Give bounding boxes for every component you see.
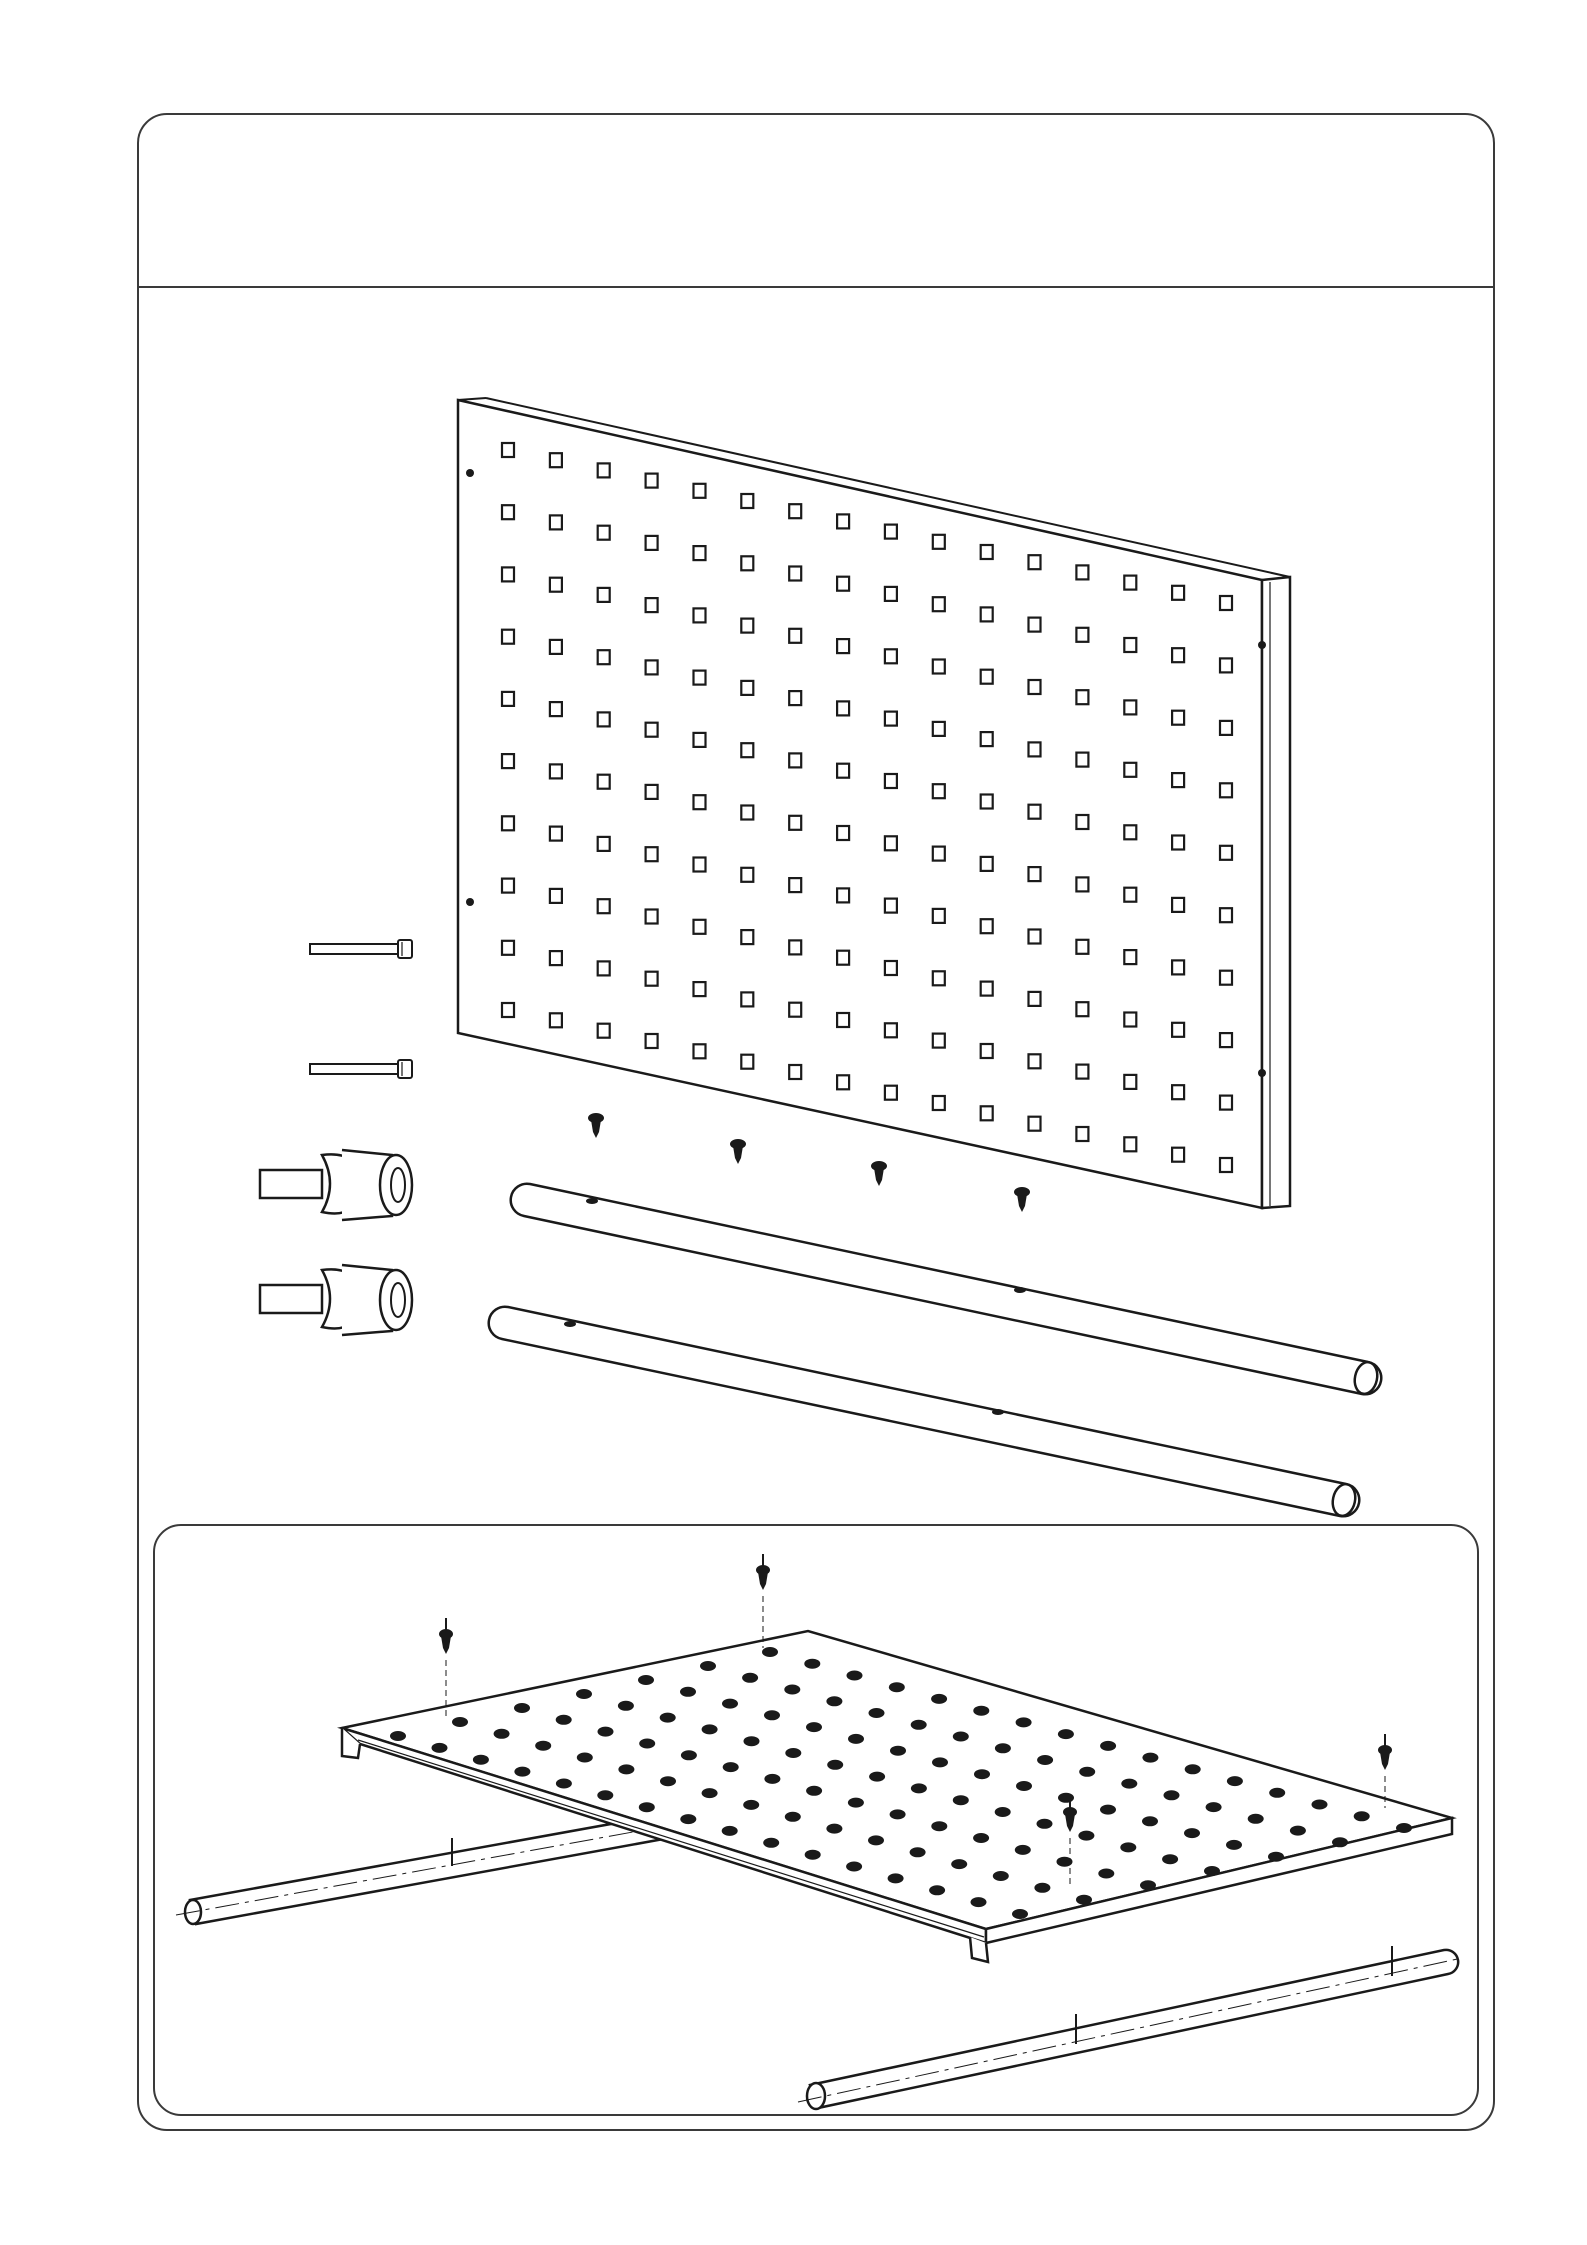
- shelf-hole: [494, 1729, 510, 1739]
- shelf-hole: [868, 1835, 884, 1845]
- shelf-hole: [577, 1753, 593, 1763]
- shelf-hole: [598, 1727, 614, 1737]
- shelf-hole: [1140, 1880, 1156, 1890]
- shelf-hole: [680, 1687, 696, 1697]
- shelf-hole: [890, 1746, 906, 1756]
- shelf-hole: [1034, 1883, 1050, 1893]
- shelf-hole: [806, 1722, 822, 1732]
- shelf-hole: [848, 1798, 864, 1808]
- detail-rod-right: [798, 1946, 1462, 2109]
- shelf-hole: [890, 1809, 906, 1819]
- shelf-hole: [1120, 1842, 1136, 1852]
- shelf: [342, 1631, 1452, 1962]
- shelf-hole: [1269, 1788, 1285, 1798]
- shelf-hole: [847, 1671, 863, 1681]
- shelf-hole: [702, 1724, 718, 1734]
- shelf-hole: [806, 1786, 822, 1796]
- shelf-hole: [973, 1706, 989, 1716]
- shelf-hole: [1016, 1717, 1032, 1727]
- shelf-hole: [1058, 1729, 1074, 1739]
- shelf-hole: [784, 1685, 800, 1695]
- shelf-hole: [432, 1743, 448, 1753]
- shelf-hole: [910, 1847, 926, 1857]
- shelf-hole: [1058, 1793, 1074, 1803]
- shelf-hole: [1142, 1753, 1158, 1763]
- shelf-hole: [932, 1757, 948, 1767]
- shelf-hole: [556, 1715, 572, 1725]
- shelf-hole: [473, 1755, 489, 1765]
- shelf-hole: [722, 1826, 738, 1836]
- shelf-hole: [973, 1833, 989, 1843]
- shelf-hole: [1226, 1840, 1242, 1850]
- shelf-hole: [1100, 1805, 1116, 1815]
- shelf-hole: [1227, 1776, 1243, 1786]
- shelf-hole: [995, 1743, 1011, 1753]
- shelf-hole: [1396, 1823, 1412, 1833]
- shelf-hole: [1268, 1852, 1284, 1862]
- shelf-hole: [1076, 1895, 1092, 1905]
- shelf-hole: [1098, 1869, 1114, 1879]
- shelf-hole: [722, 1699, 738, 1709]
- shelf-hole: [826, 1696, 842, 1706]
- shelf-hole: [764, 1710, 780, 1720]
- shelf-hole: [869, 1708, 885, 1718]
- shelf-hole: [660, 1776, 676, 1786]
- detail-push-rivet: [756, 1554, 770, 1648]
- shelf-hole: [1037, 1755, 1053, 1765]
- shelf-hole: [639, 1739, 655, 1749]
- shelf-hole: [911, 1783, 927, 1793]
- shelf-hole: [974, 1769, 990, 1779]
- shelf-hole: [742, 1673, 758, 1683]
- shelf-hole: [929, 1885, 945, 1895]
- shelf-hole: [1079, 1767, 1095, 1777]
- shelf-hole: [1248, 1814, 1264, 1824]
- shelf-hole: [762, 1647, 778, 1657]
- shelf-hole: [556, 1779, 572, 1789]
- shelf-hole: [993, 1871, 1009, 1881]
- shelf-hole: [995, 1807, 1011, 1817]
- shelf-hole: [743, 1800, 759, 1810]
- shelf-hole: [848, 1734, 864, 1744]
- shelf-hole: [911, 1720, 927, 1730]
- shelf-hole: [826, 1824, 842, 1834]
- shelf-hole: [390, 1731, 406, 1741]
- shelf-hole: [723, 1762, 739, 1772]
- shelf-hole: [1012, 1909, 1028, 1919]
- shelf-hole: [1037, 1819, 1053, 1829]
- shelf-hole: [700, 1661, 716, 1671]
- shelf-hole: [1332, 1837, 1348, 1847]
- shelf-hole: [951, 1859, 967, 1869]
- shelf-hole: [785, 1812, 801, 1822]
- shelf-hole: [869, 1772, 885, 1782]
- shelf-hole: [1354, 1811, 1370, 1821]
- shelf-hole: [514, 1703, 530, 1713]
- shelf-hole: [1206, 1802, 1222, 1812]
- shelf-hole: [702, 1788, 718, 1798]
- shelf-hole: [931, 1821, 947, 1831]
- shelf-hole: [1015, 1845, 1031, 1855]
- shelf-hole: [1100, 1741, 1116, 1751]
- shelf-hole: [535, 1741, 551, 1751]
- shelf-hole: [785, 1748, 801, 1758]
- shelf-hole: [618, 1701, 634, 1711]
- shelf-hole: [827, 1760, 843, 1770]
- shelf-hole: [1185, 1764, 1201, 1774]
- shelf-hole: [953, 1795, 969, 1805]
- shelf-hole: [971, 1897, 987, 1907]
- shelf-hole: [576, 1689, 592, 1699]
- shelf-hole: [681, 1750, 697, 1760]
- shelf-hole: [452, 1717, 468, 1727]
- shelf-hole: [805, 1850, 821, 1860]
- shelf-hole: [1078, 1831, 1094, 1841]
- shelf-hole: [1142, 1816, 1158, 1826]
- shelf-hole: [744, 1736, 760, 1746]
- shelf-hole: [1016, 1781, 1032, 1791]
- shelf-hole: [660, 1713, 676, 1723]
- shelf-hole: [597, 1790, 613, 1800]
- shelf-hole: [888, 1873, 904, 1883]
- shelf-hole: [1164, 1790, 1180, 1800]
- shelf-hole: [1162, 1854, 1178, 1864]
- shelf-hole: [1312, 1800, 1328, 1810]
- shelf-hole: [764, 1774, 780, 1784]
- shelf-hole: [1290, 1826, 1306, 1836]
- shelf-hole: [1184, 1828, 1200, 1838]
- shelf-hole: [514, 1767, 530, 1777]
- shelf-hole: [639, 1802, 655, 1812]
- shelf-hole: [889, 1682, 905, 1692]
- shelf-hole: [1121, 1779, 1137, 1789]
- shelf-hole: [846, 1862, 862, 1872]
- shelf-hole: [618, 1764, 634, 1774]
- shelf-hole: [638, 1675, 654, 1685]
- shelf-hole: [953, 1732, 969, 1742]
- detail-push-rivet: [439, 1618, 453, 1718]
- shelf-hole: [680, 1814, 696, 1824]
- shelf-hole: [1204, 1866, 1220, 1876]
- shelf-hole: [804, 1659, 820, 1669]
- shelf-hole: [763, 1838, 779, 1848]
- shelf-hole: [931, 1694, 947, 1704]
